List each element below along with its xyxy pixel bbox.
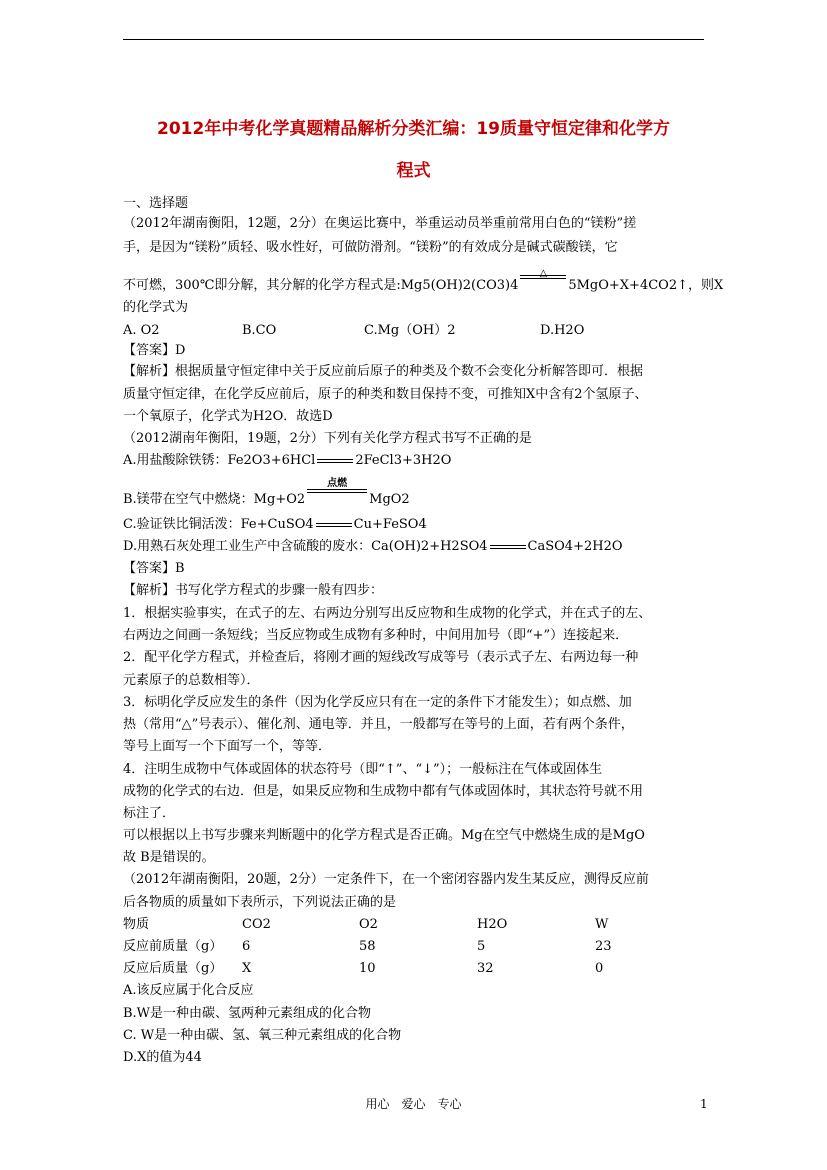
q2-explanation-line: 等号上面写一个下面写一个，等等． — [123, 739, 332, 754]
q2-explanation-line: 4．注明生成物中气体或固体的状态符号（即“↑”、“↓”）；一般标注在气体或固体生 — [123, 762, 603, 777]
q2-option-a: A.用盐酸除铁锈：Fe2O3+6HCl 2FeCl3+3H2O — [123, 451, 451, 471]
heat-equals-sign — [518, 268, 568, 296]
table-header-cell: H2O — [477, 917, 508, 932]
table-cell: 反应后质量（g） — [123, 961, 223, 976]
q2-explanation-line: 热（常用“△”号表示）、催化剂、通电等．并且，一般都写在等号的上面，若有两个条件， — [123, 717, 634, 732]
q1-stem-line2: 手，是因为“镁粉”质轻、吸水性好，可做防滑剂。“镁粉”的有效成分是碱式碳酸镁，它 — [123, 240, 618, 255]
q1-equation-line — [123, 268, 724, 296]
q1-explanation-line1: 【解析】根据质量守恒定律中关于反应前后原子的种类及个数不会变化分析解答即可．根据 — [123, 364, 644, 379]
table-cell: X — [242, 961, 252, 976]
q1-equation-left: 不可燃，300℃即分解，其分解的化学方程式是:Mg5(OH)2(CO3)4 — [123, 278, 519, 293]
q1-explanation-line2: 质量守恒定律，在化学反应前后，原子的种类和数目保持不变，可推知X中含有2个氢原子、 — [123, 387, 648, 402]
q2-stem: （2012湖南年衡阳，19题，2分）下列有关化学方程式书写不正确的是 — [123, 431, 532, 446]
table-cell: 32 — [477, 961, 494, 976]
q2-answer: 【答案】B — [123, 561, 185, 576]
table-cell: 6 — [242, 939, 251, 954]
q2-explanation-line: 1．根据实验事实，在式子的左、右两边分别写出反应物和生成物的化学式，并在式子的左、 — [123, 606, 652, 621]
q1-stem-line4: 的化学式为 — [123, 300, 189, 315]
heat-condition: △ — [539, 268, 548, 279]
q1-option-c: C.Mg（OH）2 — [364, 323, 456, 338]
equals-sign — [488, 537, 528, 557]
q3-option-d: D.X的值为44 — [123, 1050, 202, 1065]
q1-explanation-line3: 一个氧原子，化学式为H2O．故选D — [123, 409, 333, 424]
q2-option-d: D.用熟石灰处理工业生产中含硫酸的废水：Ca(OH)2+H2SO4 CaSO4+2H2O — [123, 537, 623, 557]
header-rule — [123, 39, 704, 40]
table-cell: 23 — [595, 939, 612, 954]
q2-explanation-line: 右两边之间画一条短线；当反应物或生成物有多种时，中间用加号（即“+”）连接起来． — [123, 628, 629, 643]
q3-option-b: B.W是一种由碳、氢两种元素组成的化合物 — [123, 1006, 372, 1021]
q1-answer: 【答案】D — [123, 343, 186, 358]
table-cell: 58 — [359, 939, 376, 954]
q2-explanation-line: 可以根据以上书写步骤来判断题中的化学方程式是否正确。Mg在空气中燃烧生成的是MgO — [123, 828, 645, 843]
q3-option-c: C. W是一种由碳、氢、氧三种元素组成的化合物 — [123, 1028, 402, 1043]
q2-explanation-line: 2．配平化学方程式，并检查后，将刚才画的短线改写成等号（表示式子左、右两边每一种 — [123, 650, 639, 665]
table-cell: 反应前质量（g） — [123, 939, 223, 954]
q2-explanation-line: 元素原子的总数相等）． — [123, 673, 260, 688]
q3-option-a: A.该反应属于化合反应 — [123, 983, 254, 998]
ignite-equals-sign — [305, 478, 369, 510]
q2-option-c: C.验证铁比铜活泼：Fe+CuSO4 Cu+FeSO4 — [123, 515, 427, 535]
equals-sign — [314, 515, 354, 535]
table-cell: 5 — [477, 939, 486, 954]
q3-stem-line1: （2012年湖南衡阳，20题，2分）一定条件下，在一个密闭容器内发生某反应，测得反应前 — [123, 872, 649, 887]
section-heading: 一、选择题 — [123, 196, 189, 211]
q2-explanation-line: 成物的化学式的右边．但是，如果反应物和生成物中都有气体或固体时，其状态符号就不用 — [123, 784, 644, 799]
q1-option-b: B.CO — [242, 323, 277, 338]
table-cell: 0 — [595, 961, 604, 976]
q2-option-b: B.镁带在空气中燃烧：Mg+O2 点燃 MgO2 — [123, 490, 410, 510]
page-number: 1 — [700, 1097, 708, 1111]
q2-explanation-line: 故 B是错误的。 — [123, 850, 215, 865]
table-header-cell: O2 — [359, 917, 378, 932]
table-cell: 10 — [359, 961, 376, 976]
document-title-continued: 程式 — [396, 161, 431, 181]
document-title: 2012年中考化学真题精品解析分类汇编：19质量守恒定律和化学方 — [157, 119, 670, 139]
q2-explanation-line: 3．标明化学反应发生的条件（因为化学反应只有在一定的条件下才能发生）；如点燃、加 — [123, 695, 632, 710]
equals-sign — [315, 451, 355, 471]
q2-explanation-line: 【解析】书写化学方程式的步骤一般有四步： — [123, 583, 384, 598]
q1-stem-line1: （2012年湖南衡阳，12题，2分）在奥运比赛中，举重运动员举重前常用白色的“镁粉”搓 — [123, 216, 637, 231]
ignite-condition: 点燃 — [327, 478, 348, 489]
table-header-cell: CO2 — [242, 917, 271, 932]
q1-equation-right: 5MgO+X+4CO2↑，则X — [568, 278, 724, 293]
page-footer: 用心 爱心 专心 — [365, 1097, 462, 1111]
table-header-cell: 物质 — [123, 917, 150, 932]
q1-option-d: D.H2O — [540, 323, 585, 338]
table-header-cell: W — [595, 917, 609, 932]
q2-explanation-line: 标注了． — [123, 806, 176, 821]
q3-stem-line2: 后各物质的质量如下表所示，下列说法正确的是 — [123, 895, 397, 910]
q1-option-a: A. O2 — [123, 323, 160, 338]
